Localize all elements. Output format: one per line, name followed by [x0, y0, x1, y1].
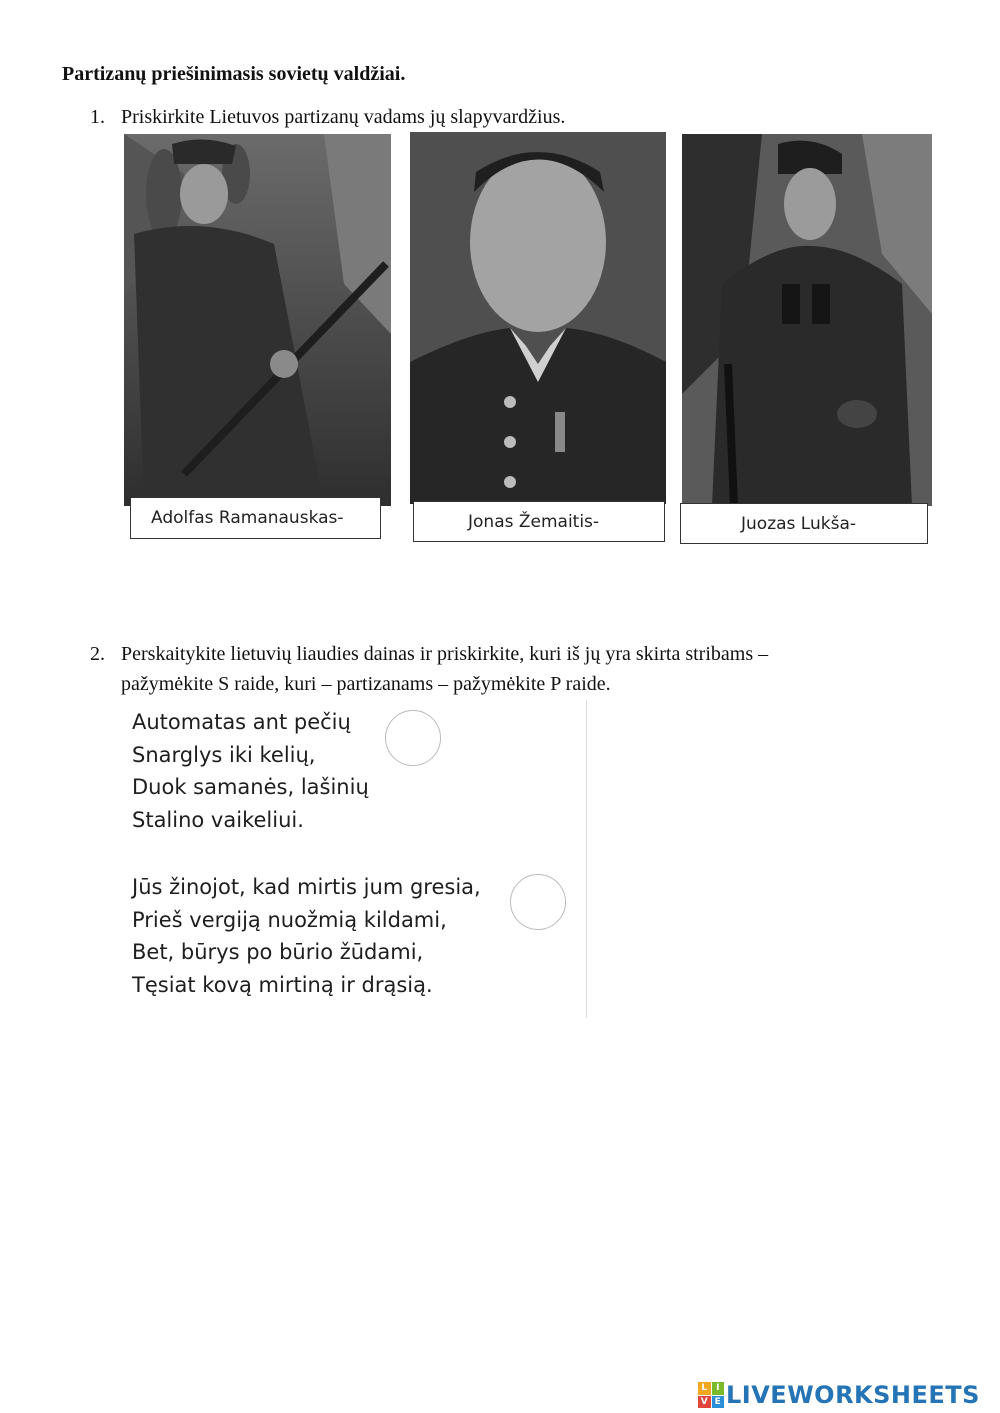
- question-1-number: 1.: [90, 106, 105, 128]
- verse-line: Prieš vergiją nuožmią kildami,: [132, 907, 447, 932]
- verse-stribai: [132, 706, 369, 836]
- question-2-line-2: pažymėkite S raide, kuri – partizanams – pažymėkite P raide.: [121, 673, 611, 695]
- question-1: [90, 103, 790, 131]
- question-1-text: Priskirkite Lietuvos partizanų vadams jų slapyvardžius.: [121, 106, 566, 128]
- verse-line: Duok samanės, lašinių: [132, 775, 369, 799]
- page-title: Partizanų priešinimasis sovietų valdžiai.: [62, 63, 406, 85]
- logo-letter: I: [712, 1382, 725, 1395]
- question-2-number: 2.: [90, 643, 105, 665]
- photo-adolfas-ramanauskas: [124, 134, 391, 506]
- verse-partizanai: [132, 871, 481, 1001]
- logo-letter: L: [698, 1382, 711, 1395]
- answer-circle-verse-2[interactable]: [510, 874, 566, 930]
- verse-line: Jūs žinojot, kad mirtis jum gresia,: [132, 875, 481, 899]
- photo-jonas-zemaitis: [410, 132, 666, 504]
- logo-wordmark: LIVEWORKSHEETS: [726, 1381, 980, 1409]
- name-label-ramanauskas: Adolfas Ramanauskas-: [130, 497, 381, 539]
- verse-line: Stalino vaikeliui.: [132, 807, 304, 832]
- question-2-line-1: Perskaitykite lietuvių liaudies dainas ir priskirkite, kuri iš jų yra skirta stribams –: [121, 643, 769, 665]
- song-panel: [112, 700, 588, 1018]
- logo-letter: V: [698, 1396, 711, 1409]
- verse-line: Snarglys iki kelių,: [132, 742, 316, 767]
- question-2: [90, 640, 950, 700]
- name-label-zemaitis: Jonas Žemaitis-: [413, 501, 665, 542]
- logo-letter: E: [712, 1396, 725, 1409]
- verse-line: Tęsiat kovą mirtiną ir drąsią.: [132, 972, 433, 997]
- verse-line: Automatas ant pečių: [132, 710, 351, 734]
- liveworksheets-logo[interactable]: [698, 1380, 980, 1410]
- verse-line: Bet, būrys po būrio žūdami,: [132, 940, 424, 964]
- photo-juozas-luksa: [682, 134, 932, 506]
- name-label-luksa: Juozas Lukša-: [680, 503, 928, 544]
- answer-circle-verse-1[interactable]: [385, 710, 441, 766]
- panel-divider: [586, 700, 587, 1018]
- logo-live-icon: [698, 1382, 724, 1408]
